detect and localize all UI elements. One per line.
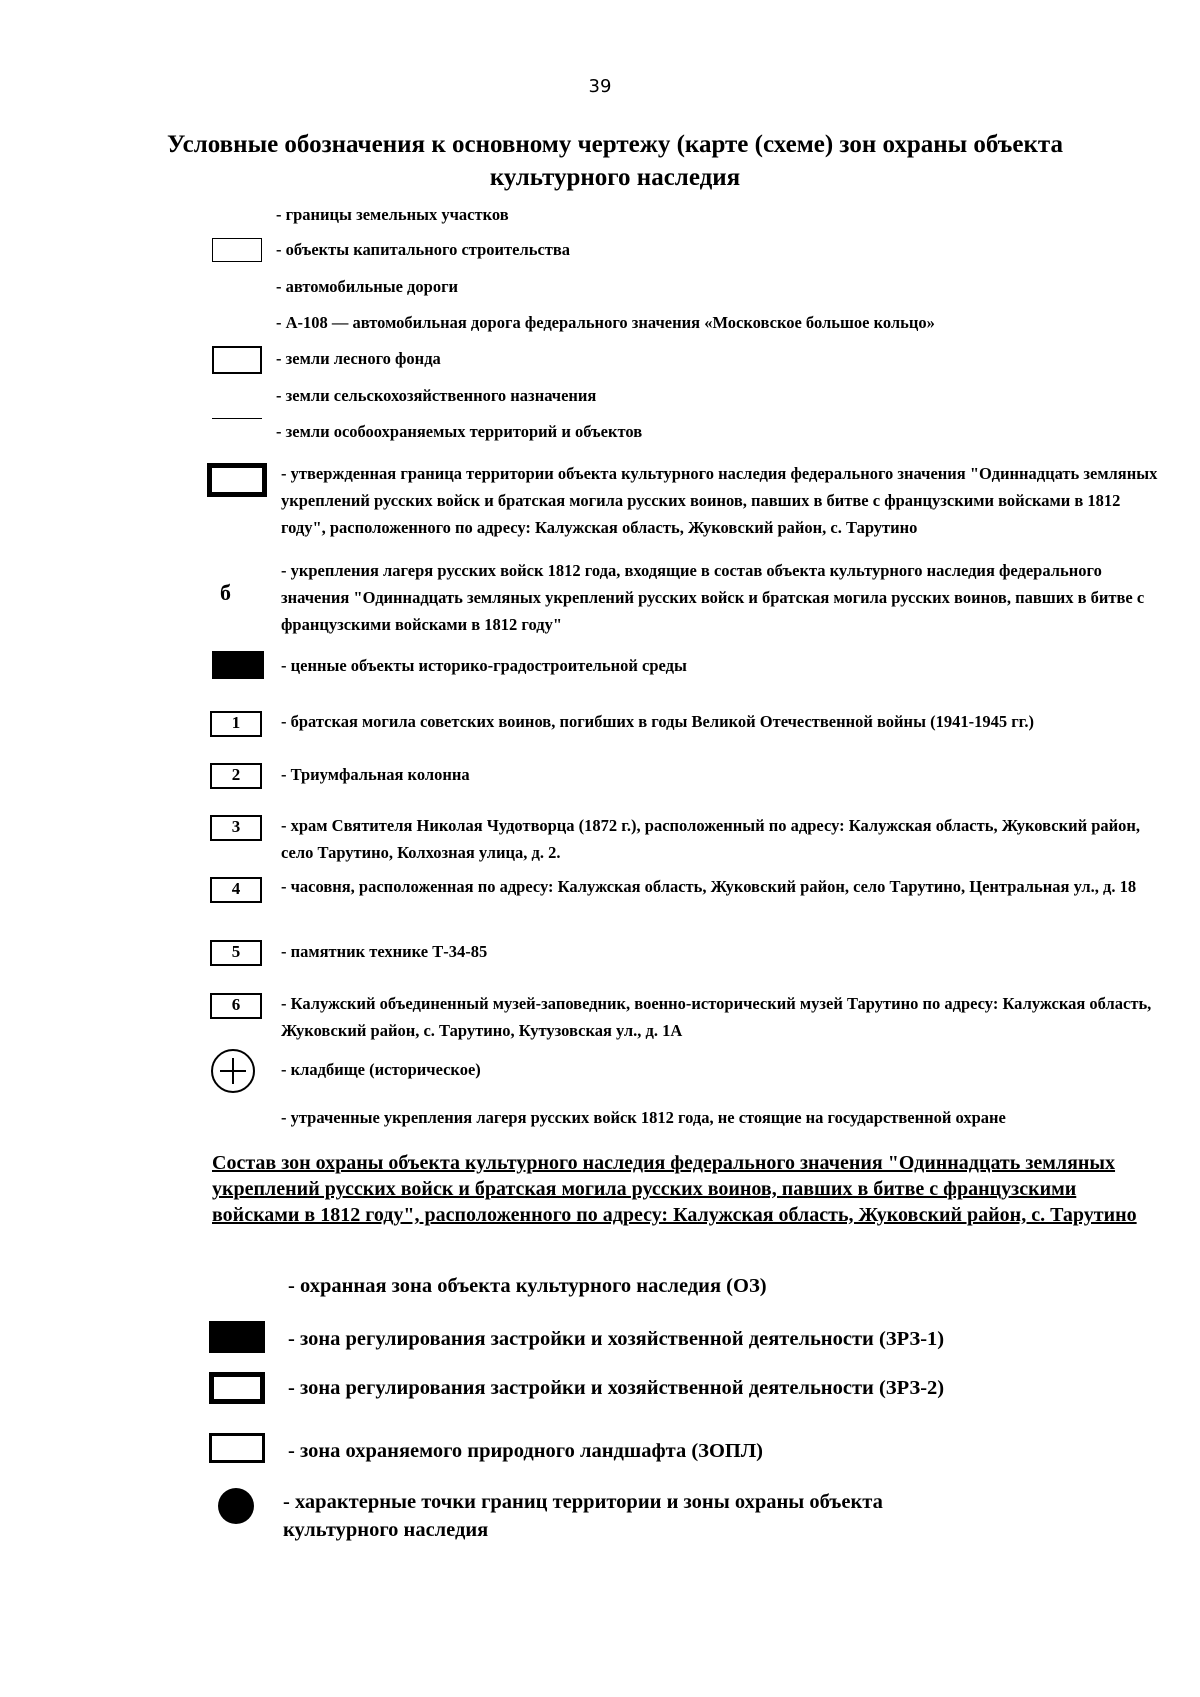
legend-text-forest-fund: - земли лесного фонда	[276, 349, 441, 368]
number-box-2: 2	[210, 763, 262, 789]
zone-text-oz: - охранная зона объекта культурного наследия (ОЗ)	[288, 1275, 767, 1297]
valuable-objects-symbol	[212, 651, 264, 679]
legend-text-capital-construction: - объекты капитального строительства	[276, 240, 571, 259]
zopl-symbol	[209, 1433, 265, 1463]
heritage-territory-boundary-symbol	[207, 463, 267, 497]
legend-text-land-boundaries: - границы земельных участков	[276, 205, 509, 224]
zone-text-characteristic-points: - характерные точки границ территории и зоны охраны объекта культурного наследия	[283, 1491, 883, 1541]
legend-text-heritage-territory-boundary: - утвержденная граница территории объекта культурного наследия федерального значения "Одиннадцать земляных укреплений русских войск и братская могила русских воинов, павших в битве с французскими войсками в 1812 году", расположенного по адресу: Калужская область, Жуковский район, с. Тарутино	[281, 464, 1158, 537]
page-number: 39	[588, 76, 612, 97]
number-box-1: 1	[210, 711, 262, 737]
zone-text-zrz2: - зона регулирования застройки и хозяйственной деятельности (ЗРЗ-2)	[288, 1377, 945, 1399]
zrz1-symbol	[209, 1321, 265, 1353]
fortifications-symbol: б	[220, 580, 231, 605]
legend-text-lost-fortifications: - утраченные укрепления лагеря русских войск 1812 года, не стоящие на государственной охране	[281, 1108, 1006, 1127]
number-box-4: 4	[210, 877, 262, 903]
legend-text-a108-road: - А-108 — автомобильная дорога федерального значения «Московское большое кольцо»	[276, 313, 935, 332]
forest-fund-symbol	[212, 346, 262, 374]
legend-text-mass-grave: - братская могила советских воинов, погибших в годы Великой Отечественной войны (1941-1945 гг.)	[281, 712, 1034, 731]
cemetery-icon	[211, 1049, 255, 1093]
page-title: Условные обозначения к основному чертежу (карте (схеме) зон охраны объекта культурного наследия	[167, 131, 1063, 191]
number-box-5: 5	[210, 940, 262, 966]
legend-text-fortifications: - укрепления лагеря русских войск 1812 года, входящие в состав объекта культурного наследия федерального значения "Одиннадцать земляных укреплений русских войск и братская могила русских воинов, павших в битве с французскими войсками в 1812 году"	[281, 561, 1145, 634]
legend-text-triumphal-column: - Триумфальная колонна	[281, 765, 470, 784]
zones-heading: Состав зон охраны объекта культурного наследия федерального значения "Одиннадцать земляных укреплений русских войск и братская могила русских воинов, павших в битве с французскими войсками в 1812 году", расположенного по адресу: Калужская область, Жуковский район, с. Тарутино	[212, 1152, 1137, 1226]
number-box-3: 3	[210, 815, 262, 841]
zrz2-symbol	[209, 1372, 265, 1404]
characteristic-point-icon	[218, 1488, 254, 1524]
protected-territories-symbol	[212, 418, 262, 444]
zone-text-zopl: - зона охраняемого природного ландшафта (ЗОПЛ)	[288, 1440, 763, 1462]
legend-text-roads: - автомобильные дороги	[276, 277, 459, 296]
capital-construction-symbol	[212, 238, 262, 262]
legend-text-museum: - Калужский объединенный музей-заповедник, военно-исторический музей Тарутино по адресу: Калужская область, Жуковский район, с. Тарутино, Кутузовская ул., д. 1А	[281, 994, 1152, 1040]
zone-text-zrz1: - зона регулирования застройки и хозяйственной деятельности (ЗРЗ-1)	[288, 1328, 945, 1350]
number-box-6: 6	[210, 993, 262, 1019]
legend-text-valuable-objects: - ценные объекты историко-градостроительной среды	[281, 656, 687, 675]
legend-text-chapel: - часовня, расположенная по адресу: Калужская область, Жуковский район, село Тарутино, Центральная ул., д. 18	[281, 877, 1137, 896]
legend-text-tank-monument: - памятник технике Т-34-85	[281, 942, 488, 961]
legend-text-cemetery: - кладбище (историческое)	[281, 1060, 481, 1079]
legend-text-church: - храм Святителя Николая Чудотворца (1872 г.), расположенный по адресу: Калужская область, Жуковский район, село Тарутино, Колхозная улица, д. 2.	[281, 816, 1141, 862]
legend-text-protected-territories: - земли особоохраняемых территорий и объектов	[276, 422, 643, 441]
legend-text-agricultural-land: - земли сельскохозяйственного назначения	[276, 386, 597, 405]
